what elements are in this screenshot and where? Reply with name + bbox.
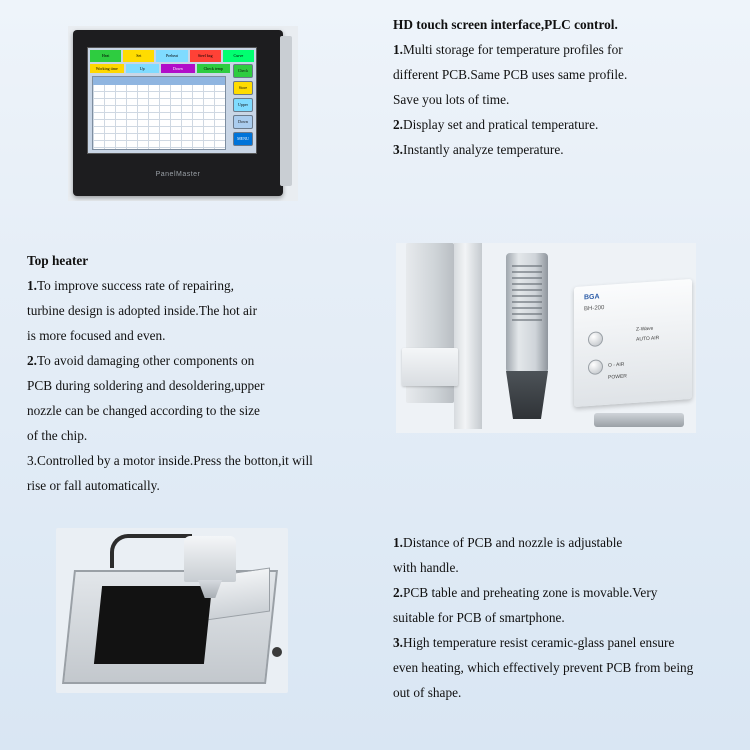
touchscreen-line-4-num: 2. (393, 117, 403, 132)
screen-button-check: Check (233, 64, 253, 78)
pcb-table-line-3-num: 2. (393, 585, 403, 600)
top-heater-line-9-text: rise or fall automatically. (27, 478, 160, 493)
screen-tab-heat: Heat (90, 50, 121, 62)
touchscreen-line-3-text: Save you lots of time. (393, 92, 510, 107)
pcb-table-line-3-text: PCB table and preheating zone is movable.Very (402, 585, 658, 600)
screen-tab-steelbag: Steel bag (190, 50, 221, 62)
top-heater-line-1-text: To improve success rate of repairing, (36, 278, 234, 293)
top-heater-line-7 (27, 423, 377, 448)
touchscreen-line-4-text: Display set and pratical temperature. (402, 117, 599, 132)
touchscreen-line-1-text: Multi storage for temperature profiles for (402, 42, 623, 57)
controller-model-label: BH-200 (584, 305, 605, 313)
screen-button-store: Store (233, 81, 253, 95)
controller-brand-mark: BGA (584, 293, 600, 302)
top-heater-line-8 (27, 448, 377, 473)
touchscreen-text-block (393, 12, 723, 162)
top-heater-line-1-num: 1. (27, 278, 37, 293)
table-adjust-knob (272, 647, 282, 657)
pcb-table-line-5-num: 3. (393, 635, 403, 650)
top-heater-line-4 (27, 348, 377, 373)
touch-screen-controller-photo (68, 26, 298, 201)
nozzle-and-controller-photo (396, 243, 696, 433)
machine-arm (402, 348, 458, 386)
top-heater-line-3 (27, 323, 377, 348)
table-preheat-zone (94, 586, 212, 664)
top-heater-line-4-num: 2. (27, 353, 37, 368)
pcb-table-line-6 (393, 655, 733, 680)
top-heater-line-7-text: of the chip. (27, 428, 88, 443)
heater-vents (512, 265, 542, 323)
top-heater-line-2-text: turbine design is adopted inside.The hot air (27, 303, 258, 318)
screen-button-menu: MENU (233, 132, 253, 146)
touchscreen-line-1 (393, 37, 723, 62)
screen-tab-set: Set (123, 50, 154, 62)
controller-tag-zwave: Z-Wave (636, 325, 654, 333)
screen-tab-curve: Curve (223, 50, 254, 62)
screen-field-check-temp: Check temp (197, 64, 231, 73)
touchscreen-line-4 (393, 112, 723, 137)
top-heater-line-6-text: nozzle can be changed according to the size (27, 403, 260, 418)
pcb-table-line-4 (393, 605, 733, 630)
top-heater-line-3-text: is more focused and even. (27, 328, 166, 343)
screen-button-down: Down (233, 115, 253, 129)
pcb-table-text-block (393, 530, 733, 705)
table-cable (110, 534, 192, 568)
touchscreen-line-3 (393, 87, 723, 112)
controller-knob-right (588, 359, 603, 375)
controller-knob-left (588, 331, 603, 347)
top-heater-line-8-text: 3.Controlled by a motor inside.Press the botton,it will (27, 453, 313, 468)
top-heater-line-9 (27, 473, 377, 498)
pcb-table-line-6-text: even heating, which effectively prevent PCB from being (393, 660, 694, 675)
touchscreen-line-2-text: different PCB.Same PCB uses same profile. (393, 67, 628, 82)
screen-second-row (90, 64, 230, 73)
machine-column-secondary (454, 243, 482, 429)
pcb-table-line-5 (393, 630, 733, 655)
pcb-table-line-2-text: with handle. (393, 560, 459, 575)
controller-tag-oair: O - AIR (608, 361, 625, 369)
controller-tag-power: POWER (608, 373, 627, 381)
pcb-table-line-7-text: out of shape. (393, 685, 462, 700)
top-heater-line-4-text: To avoid damaging other components on (36, 353, 255, 368)
nozzle-head (502, 371, 552, 419)
controller-unit (574, 279, 692, 407)
pcb-table-line-5-text: High temperature resist ceramic-glass panel ensure (402, 635, 675, 650)
touchscreen-line-5-num: 3. (393, 142, 403, 157)
screen-top-tabs (90, 50, 254, 62)
top-heater-line-5-text: PCB during soldering and desoldering,upper (27, 378, 265, 393)
touchscreen-line-2 (393, 62, 723, 87)
touchscreen-heading: HD touch screen interface,PLC control. (393, 17, 618, 32)
pcb-table-line-3 (393, 580, 733, 605)
controller-brand-label: PanelMaster (155, 171, 201, 178)
screen-tab-preheat: Preheat (156, 50, 187, 62)
controller-body (73, 30, 283, 196)
controller-base (594, 413, 684, 427)
screen-field-down: Down (161, 64, 195, 73)
top-heater-text-block (27, 248, 377, 498)
screen-field-working-time: Working time (90, 64, 124, 73)
pcb-table-line-1-num: 1. (393, 535, 403, 550)
touchscreen-line-5 (393, 137, 723, 162)
screen-side-buttons (233, 64, 253, 146)
screen-field-up: Up (126, 64, 160, 73)
touchscreen-line-1-num: 1. (393, 42, 403, 57)
pcb-table-line-2 (393, 555, 733, 580)
top-heater-heading: Top heater (27, 253, 89, 268)
top-heater-line-5 (27, 373, 377, 398)
pcb-table-line-1-text: Distance of PCB and nozzle is adjustable (402, 535, 623, 550)
screen-data-grid (92, 76, 226, 150)
pcb-table-line-4-text: suitable for PCB of smartphone. (393, 610, 565, 625)
top-heater-line-1 (27, 273, 377, 298)
table-nozzle (184, 536, 236, 582)
screen-button-upper: Upper (233, 98, 253, 112)
top-heater-line-6 (27, 398, 377, 423)
touchscreen-line-5-text: Instantly analyze temperature. (402, 142, 564, 157)
pcb-table-line-1 (393, 530, 733, 555)
controller-screen (87, 47, 257, 154)
pcb-table-photo (56, 528, 288, 693)
top-heater-line-2 (27, 298, 377, 323)
controller-tag-autoair: AUTO AIR (636, 335, 660, 343)
pcb-table-line-7 (393, 680, 733, 705)
